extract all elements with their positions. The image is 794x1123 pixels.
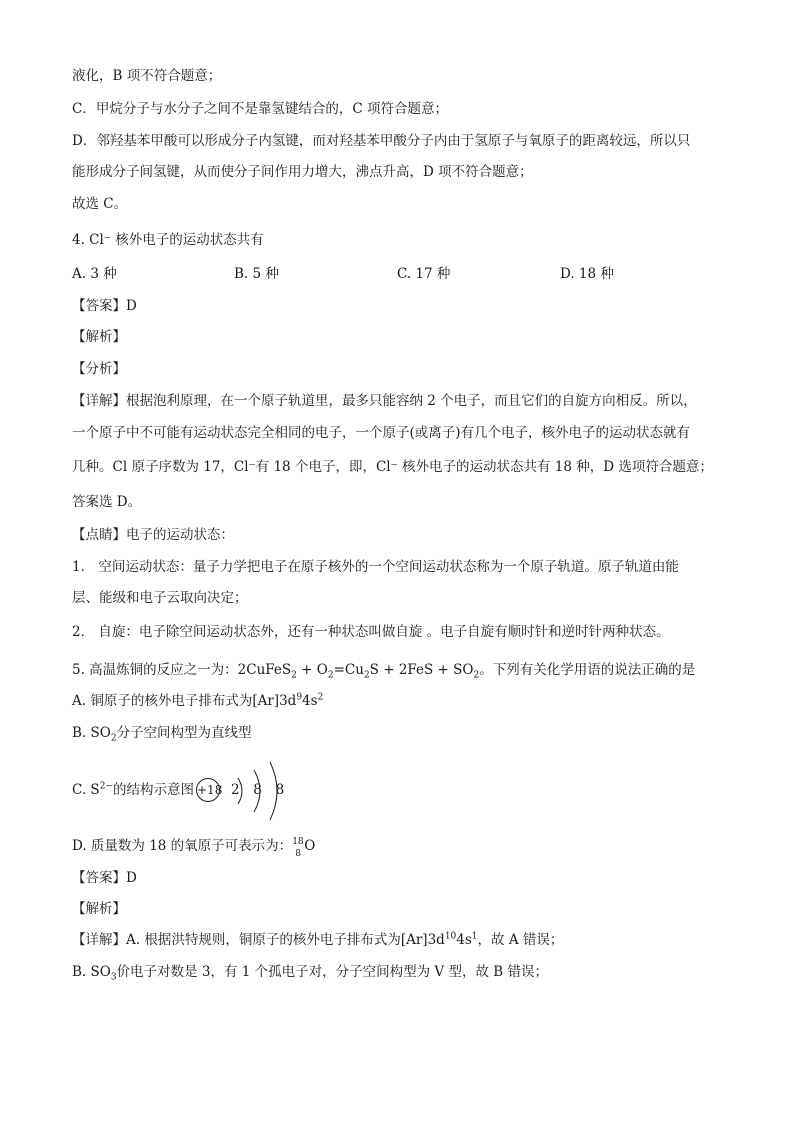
shell-3-count: 8 [275,781,285,798]
q4-detail-1: 【详解】根据泡利原理，在一个原子轨道里，最多只能容纳 2 个电子，而且它们的自旋方向相反。所以， [72,393,697,409]
q4-dianjing-heading: 【点睛】电子的运动状态： [72,527,234,543]
q5-analysis-heading: 【解析】 [72,901,126,917]
line-1: 液化，B 项不符合题意； [72,68,222,84]
nucleus-circle: +18 [196,778,220,802]
line-3: D．邻羟基苯甲酸可以形成分子内氢键，而对羟基苯甲酸分子内由于氢原子与氧原子的距离较远，所以只 [72,133,691,149]
q5-option-b: B. $SO_2$分子空间构型为直线型 [72,725,252,744]
q4-option-a: A. 3 种 [72,266,117,282]
q4-point-1a: 1． 空间运动状态：量子力学把电子在原子核外的一个空间运动状态称为一个原子轨道。原子轨道由能 [72,559,679,575]
shell-arc-2 [254,770,260,812]
q5-detail-1: 【详解】A. 根据洪特规则，铜原子的核外电子排布式为$[Ar]3d^{10}4s^1$，故 A 错误； [72,931,564,948]
q5-option-d: D. 质量数为 18 的氧原子可表示为： 18 8 O [72,837,316,859]
q4-detail-4: 答案选 D。 [72,494,142,510]
q4-point-1b: 层、能级和电子云取向决定； [72,590,248,606]
line-4: 能形成分子间氢键，从而使分子间作用力增大，沸点升高，D 项不符合题意； [72,164,533,180]
line-2: C．甲烷分子与水分子之间不是靠氢键结合的，C 项符合题意； [72,101,448,117]
shell-arc-1 [238,778,242,804]
shell-arc-3 [270,762,277,820]
shell-2-count: 8 [253,781,262,798]
q4-option-d: D. 18 种 [560,266,614,282]
q4-detail-3: 几种。Cl 原子序数为 17，Cl⁻有 18 个电子，即，Cl⁻ 核外电子的运动状态共有 18 种，D 选项符合题意； [72,459,713,475]
q5-answer: 【答案】D [72,870,137,886]
q4-detail-2: 一个原子中不可能有运动状态完全相同的电子，一个原子(或离子)有几个电子，核外电子的运动状态就有 [72,425,691,441]
line-5: 故选 C。 [72,196,128,212]
q4-fenxi-heading: 【分析】 [72,361,126,377]
q5-detail-2: B. $SO_3$价电子对数是 3，有 1 个孤电子对，分子空间构型为 V 型，故 B 错误； [72,964,548,983]
q4-option-b: B. 5 种 [234,266,279,282]
q4-analysis-heading: 【解析】 [72,329,126,345]
shell-1-count: 2 [231,781,240,798]
question-4-stem: 4. Cl⁻ 核外电子的运动状态共有 [72,232,264,248]
q4-option-c: C. 17 种 [397,266,451,282]
q4-answer: 【答案】D [72,298,137,314]
q5-option-a: A. 铜原子的核外电子排布式为$[Ar]3d^94s^2$ [72,692,324,709]
electron-shell-arcs [72,760,292,824]
q4-point-2: 2． 自旋：电子除空间运动状态外，还有一种状态叫做自旋 。电子自旋有顺时针和逆时针两种状态。 [72,624,670,640]
question-5-stem: 5. 高温炼铜的反应之一为：2CuFeS$_2$ + $O_2=Cu_2S + 2FeS + SO_2$。下列有关化学用语的说法正确的是 [72,662,696,681]
